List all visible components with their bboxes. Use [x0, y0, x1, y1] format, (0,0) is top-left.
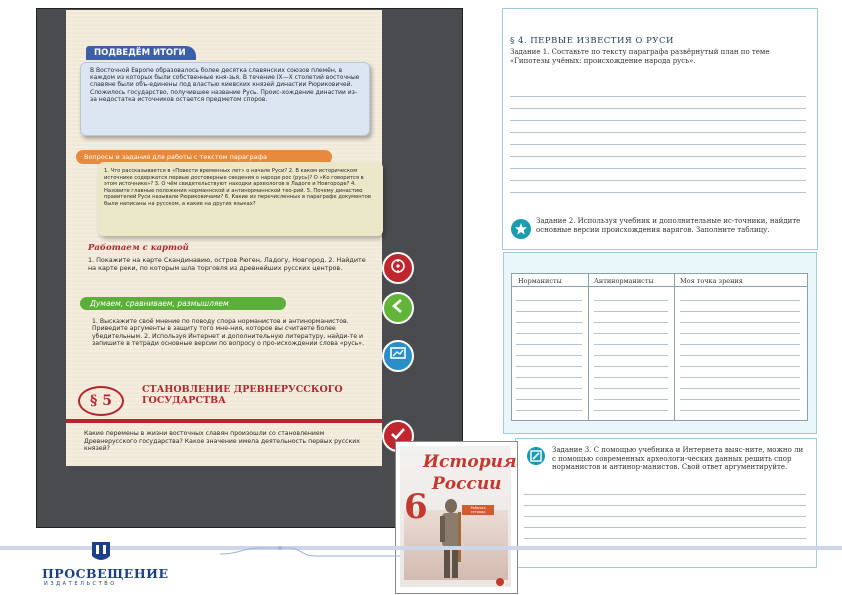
- summary-text: В Восточной Европе образовалось более десятка славянских союзов племён, в каждом из которых были собственные кня-зья. В течение IX—X столетий восточные славяне были объ-единены под властью киевских князей династии Рюриковичей. Сложилось государство, получившее название Русь. Проис-хождение династии из-за недостатка источников остается предметом споров.: [90, 67, 360, 103]
- footer-wave-decoration: [220, 546, 400, 566]
- publisher-logo-icon: [90, 540, 112, 564]
- workbook-task-3: Задание 3. С помощью учебника и Интернета выяс-ните, можно ли с помощью современных археологи-ческих данных решить спор норманистов и антинор-манистов. Свой ответ аргументируйте.: [552, 446, 804, 472]
- think-text: 1. Выскажите своё мнение по поводу спора норманистов и антинорманистов. Приведите аргументы в защиту того мне-ния, которое вы считаете более убедительным. 2. Используя Интернет и дополнительную литературу, найди-те и запишите в тетради основные версии по вопросу о про-исхождении слова «русь».: [92, 318, 365, 348]
- paragraph-bar: [66, 419, 382, 423]
- cover-title-line1: История: [423, 452, 517, 472]
- back-arrow-icon: [391, 299, 405, 317]
- presentation-icon: [390, 347, 406, 365]
- table-column-lines: [680, 300, 800, 411]
- paragraph-title: СТАНОВЛЕНИЕ ДРЕВНЕРУССКОГО ГОСУДАРСТВА: [142, 384, 343, 406]
- table-header-antinormanists: Антинорманисты: [594, 277, 654, 285]
- presentation-button[interactable]: [382, 340, 414, 372]
- map-heading: Работаем с картой: [88, 243, 189, 253]
- table-header-normanists: Норманисты: [518, 277, 562, 285]
- footer-stripe: [0, 546, 842, 550]
- table-column-lines: [594, 300, 668, 411]
- pencil-icon: [527, 447, 545, 465]
- workbook-task-1: Задание 1. Составьте по тексту параграфа развёрнутый план по теме «Гипотезы учёных: происхождение народа русь».: [510, 48, 770, 65]
- versions-table: [511, 273, 808, 421]
- table-header-opinion: Моя точка зрения: [680, 277, 743, 285]
- cover-grade: 6: [404, 487, 428, 527]
- publisher-mark-icon: [496, 578, 504, 586]
- answer-lines: [524, 494, 806, 550]
- summary-label: ПОДВЕДЁМ ИТОГИ: [86, 46, 196, 60]
- paragraph-intro-text: Какие перемены в жизни восточных славян произошли со становлением Древнерусского государства? Какое значение имела деятельность первых русских князей?: [84, 430, 360, 452]
- map-button[interactable]: [382, 252, 414, 284]
- paragraph-badge: § 5: [78, 386, 124, 416]
- map-icon: [390, 258, 406, 278]
- table-column-lines: [516, 300, 582, 411]
- cover-subtitle: Рабочая тетрадь: [462, 505, 494, 515]
- cover-title-line2: России: [432, 474, 502, 494]
- workbook-task-2: Задание 2. Используя учебник и дополнительные ис-точники, найдите основные версии происхождения варягов. Заполните таблицу.: [536, 217, 801, 234]
- answer-lines: [510, 96, 806, 193]
- think-label: Думаем, сравниваем, размышляем: [80, 297, 286, 310]
- publisher-logo-subtitle: ИЗДАТЕЛЬСТВО: [44, 581, 117, 587]
- map-text: 1. Покажите на карте Скандинавию, остров Рюген, Ладогу, Новгород. 2. Найдите на карте реки, по которым шла торговля из древнейших русских центров.: [88, 256, 366, 272]
- questions-text: 1. Что рассказывается в «Повести временных лет» о начале Руси? 2. В каком историческом источнике содержатся первые достоверные сведения о народе рос (русь)? О «Ко говорится в этом источнике»? 3. О чём свидетельствуют находки археологов в Ладоге и Новгороде? 4. Назовите главные положения норманнской и антинорманнской тео-рий. 5. Почему династию правителей Руси называли Рюриковичами? 6. Какие из перечисленных в параграфе документов были написаны на русском, а какие на других языках?: [104, 168, 371, 207]
- workbook-heading: § 4. ПЕРВЫЕ ИЗВЕСТИЯ О РУСИ: [510, 36, 674, 46]
- back-button[interactable]: [382, 292, 414, 324]
- questions-label: Вопросы и задания для работы с текстом параграфа: [76, 150, 332, 164]
- star-icon: [511, 219, 531, 239]
- publisher-logo-text: ПРОСВЕЩЕНИЕ: [42, 566, 169, 581]
